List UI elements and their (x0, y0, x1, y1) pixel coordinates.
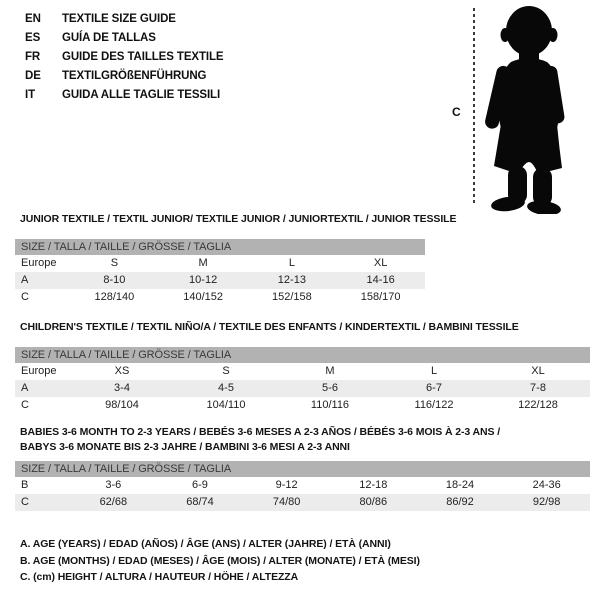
footnotes (20, 536, 420, 586)
size-value-cell: 86/92 (446, 496, 474, 508)
size-value-cell: 6-7 (426, 382, 442, 394)
language-code: DE (25, 69, 41, 82)
children-table-title: CHILDREN'S TEXTILE / TEXTIL NIÑO/A / TEXTILE DES ENFANTS / KINDERTEXTIL / BAMBINI TESSILE (20, 321, 519, 333)
size-value-cell: 68/74 (186, 496, 214, 508)
table-row (15, 477, 590, 494)
language-row (25, 9, 224, 28)
size-value-cell: L (288, 257, 295, 269)
table-row (15, 272, 425, 289)
size-value-cell: 158/170 (360, 291, 401, 303)
size-value-cell: 122/128 (518, 399, 558, 411)
size-value-cell: 62/68 (99, 496, 128, 508)
size-value-cell: 8-10 (103, 274, 126, 286)
table-row (15, 380, 590, 397)
language-code: EN (25, 12, 41, 25)
size-value-cell: 3-6 (105, 479, 122, 491)
size-value-cell: 9-12 (275, 479, 298, 491)
size-value-cell: S (110, 257, 119, 269)
row-label: Europe (21, 365, 57, 377)
size-value-cell: M (198, 257, 208, 269)
language-row (25, 85, 224, 104)
height-measure-line (473, 8, 475, 206)
footnote-b: B. AGE (MONTHS) / EDAD (MESES) / ÂGE (MOIS) / ALTER (MONATE) / ETÀ (MESI) (20, 554, 420, 567)
size-header-bar: SIZE / TALLA / TAILLE / GRÖSSE / TAGLIA (15, 347, 590, 363)
language-row (25, 47, 224, 66)
size-value-cell: 4-5 (218, 382, 234, 394)
size-value-cell: 104/110 (206, 399, 246, 411)
row-label: C (21, 496, 29, 508)
table-row (15, 255, 425, 272)
size-value-cell: L (430, 365, 438, 377)
size-value-cell: 3-4 (114, 382, 130, 394)
babies-title-line1: BABIES 3-6 MONTH TO 2-3 YEARS / BEBÉS 3-6 MESES A 2-3 AÑOS / BÉBÉS 3-6 MOIS À 2-3 ANS / (20, 426, 501, 438)
footnote-a: A. AGE (YEARS) / EDAD (AÑOS) / ÂGE (ANS) / ALTER (JAHRE) / ETÀ (ANNI) (20, 538, 391, 550)
size-value-cell: 140/152 (183, 291, 223, 303)
language-label: TEXTILE SIZE GUIDE (62, 12, 176, 25)
size-value-cell: 128/140 (94, 291, 135, 303)
size-value-cell: XL (373, 257, 388, 269)
size-value-cell: 74/80 (272, 496, 301, 508)
babies-title-line2: BABYS 3-6 MONATE BIS 2-3 JAHRE / BAMBINI 3-6 MESI A 2-3 ANNI (20, 441, 350, 453)
junior-table-title: JUNIOR TEXTILE / TEXTIL JUNIOR/ TEXTILE JUNIOR / JUNIORTEXTIL / JUNIOR TESSILE (20, 213, 457, 225)
language-label: TEXTILGRÖßENFÜHRUNG (62, 69, 207, 82)
table-row (15, 397, 590, 414)
size-value-cell: XS (114, 365, 130, 377)
row-label: Europe (21, 257, 57, 269)
language-list (25, 9, 224, 104)
size-header-bar: SIZE / TALLA / TAILLE / GRÖSSE / TAGLIA (15, 239, 425, 255)
language-code: ES (25, 31, 41, 44)
children-size-table (15, 347, 590, 414)
size-value-cell: 7-8 (530, 382, 546, 394)
row-label: C (21, 399, 29, 411)
size-value-cell: 80/86 (359, 496, 388, 508)
size-value-cell: 24-36 (532, 479, 561, 491)
language-label: GUIDE DES TAILLES TEXTILE (62, 50, 224, 63)
size-value-cell: S (222, 365, 230, 377)
row-label: B (21, 479, 29, 491)
row-label: A (21, 274, 29, 286)
size-header-bar: SIZE / TALLA / TAILLE / GRÖSSE / TAGLIA (15, 461, 590, 477)
size-value-cell: 6-9 (192, 479, 208, 491)
language-row (25, 28, 224, 47)
language-code: FR (25, 50, 41, 63)
size-value-cell: M (325, 365, 335, 377)
baby-silhouette-icon (480, 4, 574, 214)
table-row (15, 289, 425, 306)
children-table-rows (15, 363, 590, 414)
babies-table-title (20, 425, 500, 455)
size-value-cell: 12-13 (277, 274, 306, 286)
footnote-c: C. (cm) HEIGHT / ALTURA / HAUTEUR / HÖHE / ALTEZZA (20, 571, 299, 583)
size-value-cell: 10-12 (189, 274, 218, 286)
babies-size-table (15, 461, 590, 511)
size-value-cell: 116/122 (414, 399, 454, 411)
table-row (15, 494, 590, 511)
junior-table-rows (15, 255, 425, 306)
junior-size-table (15, 239, 425, 306)
size-value-cell: 5-6 (322, 382, 338, 394)
size-value-cell: 14-16 (366, 274, 395, 286)
size-value-cell: XL (531, 365, 545, 377)
language-row (25, 66, 224, 85)
language-code: IT (25, 88, 36, 101)
language-label: GUÍA DE TALLAS (62, 31, 156, 44)
size-value-cell: 98/104 (105, 399, 139, 411)
babies-table-rows (15, 477, 590, 511)
size-value-cell: 12-18 (359, 479, 388, 491)
row-label: A (21, 382, 29, 394)
row-label: C (21, 291, 29, 303)
language-label: GUIDA ALLE TAGLIE TESSILI (62, 88, 221, 101)
size-value-cell: 92/98 (532, 496, 561, 508)
table-row (15, 363, 590, 380)
size-value-cell: 110/116 (310, 399, 350, 411)
height-measure-label: C (452, 105, 461, 119)
size-value-cell: 152/158 (271, 291, 312, 303)
size-value-cell: 18-24 (445, 479, 475, 491)
